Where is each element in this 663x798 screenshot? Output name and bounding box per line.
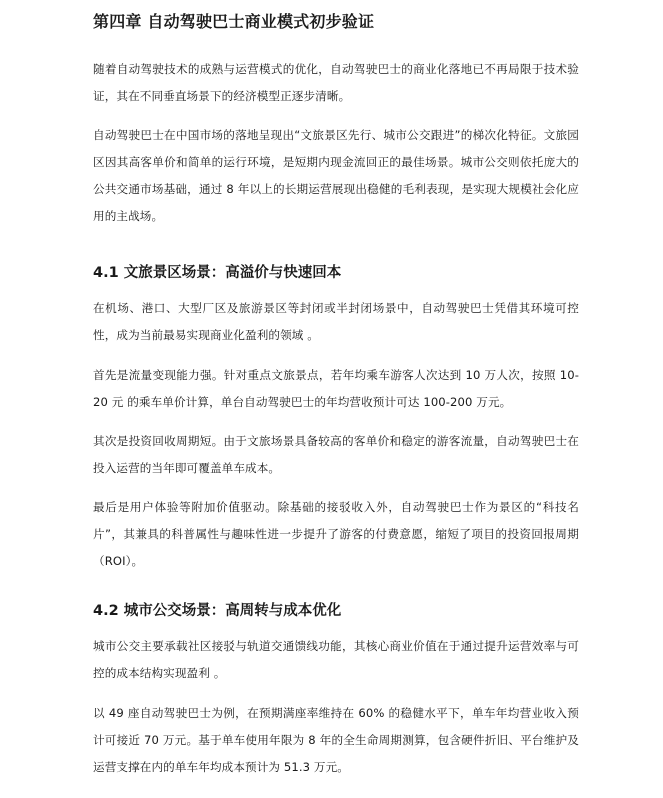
- chapter-title: 第四章 自动驾驶巴士商业模式初步验证: [93, 12, 375, 31]
- section-4-1-paragraph-1: 在机场、港口、大型厂区及旅游景区等封闭或半封闭场景中，自动驾驶巴士凭借其环境可控性，成为当前最易实现商业化盈利的领域 。: [93, 301, 579, 342]
- section-4-1-paragraph-3: 其次是投资回收周期短。由于文旅场景具备较高的客单价和稳定的游客流量，自动驾驶巴士在投入运营的当年即可覆盖单车成本。: [93, 434, 579, 475]
- section-4-1-heading: 4.1 文旅景区场景：高溢价与快速回本: [93, 265, 342, 281]
- intro-paragraph-2: 自动驾驶巴士在中国市场的落地呈现出“文旅景区先行、城市公交跟进”的梯次化特征。文旅园区因其高客单价和简单的运行环境，是短期内现金流回正的最佳场景。城市公交则依托庞大的公共交通市场基础，通过 8 年以上的长期运营展现出稳健的毛利表现，是实现大规模社会化应用的主战场。: [93, 128, 579, 223]
- section-4-1-paragraph-2: 首先是流量变现能力强。针对重点文旅景点，若年均乘车游客人次达到 10 万人次，按照 10-20 元 的乘车单价计算，单台自动驾驶巴士的年均营收预计可达 100-200 万元。: [93, 368, 579, 409]
- section-4-2-heading: 4.2 城市公交场景：高周转与成本优化: [93, 603, 342, 619]
- intro-paragraph-1: 随着自动驾驶技术的成熟与运营模式的优化，自动驾驶巴士的商业化落地已不再局限于技术验证，其在不同垂直场景下的经济模型正逐步清晰。: [93, 62, 579, 103]
- section-4-2-paragraph-1: 城市公交主要承载社区接驳与轨道交通馈线功能，其核心商业价值在于通过提升运营效率与可控的成本结构实现盈利 。: [93, 639, 579, 680]
- section-4-1-paragraph-4: 最后是用户体验等附加价值驱动。除基础的接驳收入外，自动驾驶巴士作为景区的“科技名片”，其兼具的科普属性与趣味性进一步提升了游客的付费意愿，缩短了项目的投资回报周期（ROI）。: [93, 500, 579, 568]
- section-4-2-paragraph-2: 以 49 座自动驾驶巴士为例，在预期满座率维持在 60% 的稳健水平下，单车年均营业收入预计可接近 70 万元。基于单车使用年限为 8 年的全生命周期测算，包含硬件折旧、平台维护及运营支撑在内的单车年均成本预计为 51.3 万元。: [93, 706, 579, 774]
